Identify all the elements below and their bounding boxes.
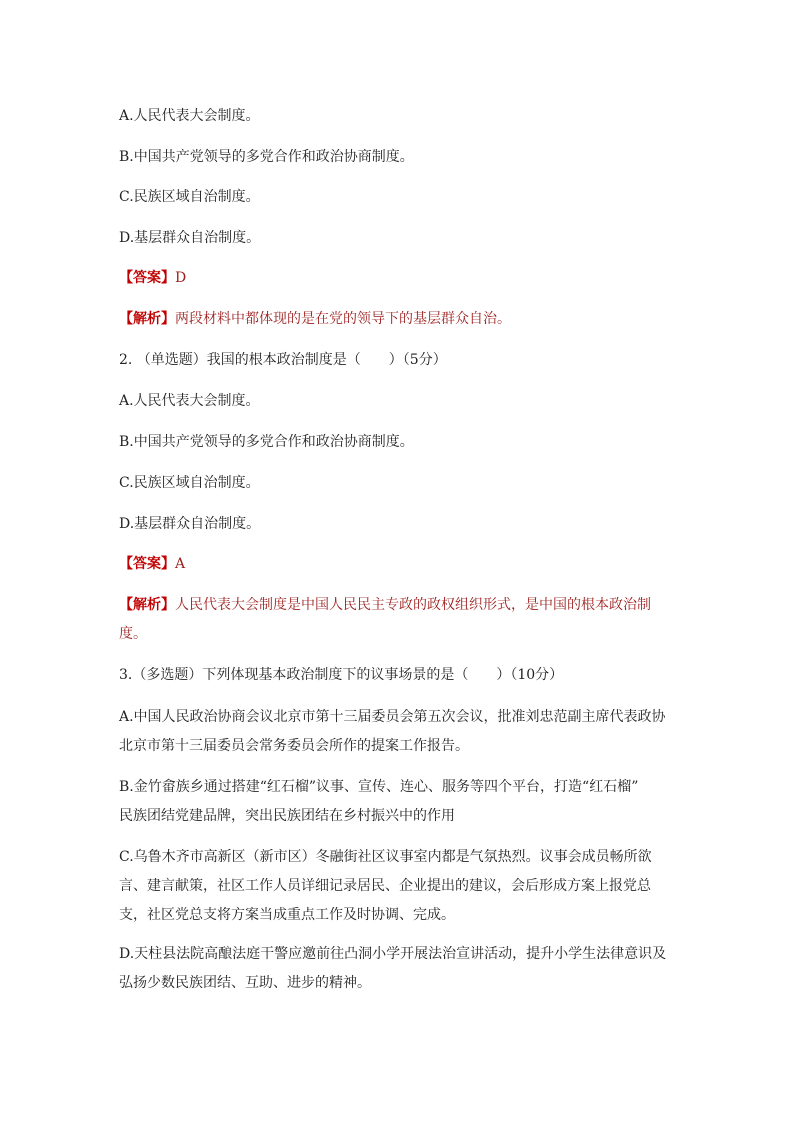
answer-value: A xyxy=(175,556,186,572)
q1-analysis xyxy=(119,305,679,334)
q1-option-c: C.民族区域自治制度。 xyxy=(119,189,260,205)
q3-option-a-line-1: A.中国人民政治协商会议北京市第十三届委员会第五次会议，批准刘忠范副主席代表政协 xyxy=(119,709,666,725)
analysis-text: 两段材料中都体现的是在党的领导下的基层群众自治。 xyxy=(175,311,511,327)
analysis-label: 【解析】 xyxy=(119,597,175,613)
q3-option-a-line-2: 北京市第十三届委员会常务委员会所作的提案工作报告。 xyxy=(119,738,469,754)
q1-option-b: B.中国共产党领导的多党合作和政治协商制度。 xyxy=(119,149,414,165)
q3-option-c-line-3: 支，社区党总支将方案当成重点工作及时协调、完成。 xyxy=(119,907,455,923)
q1-answer xyxy=(119,264,679,293)
q3-option-c-line-2: 言、建言献策，社区工作人员详细记录居民、企业提出的建议，会后形成方案上报党总 xyxy=(119,878,651,894)
answer-value: D xyxy=(175,270,187,286)
q3-option-d-line-2: 弘扬少数民族团结、互助、进步的精神。 xyxy=(119,975,371,991)
q2-analysis xyxy=(119,591,679,620)
q2-answer xyxy=(119,550,679,579)
q3-option-b-line-2: 民族团结党建品牌，突出民族团结在乡村振兴中的作用 xyxy=(119,808,455,824)
analysis-label: 【解析】 xyxy=(119,311,175,327)
q1-option-d: D.基层群众自治制度。 xyxy=(119,230,261,246)
analysis-text-line-1: 人民代表大会制度是中国人民民主专政的政权组织形式，是中国的根本政治制 xyxy=(175,597,651,613)
answer-label: 【答案】 xyxy=(119,270,175,286)
q2-option-b: B.中国共产党领导的多党合作和政治协商制度。 xyxy=(119,434,414,450)
q2-option-d: D.基层群众自治制度。 xyxy=(119,516,261,532)
q2-option-c: C.民族区域自治制度。 xyxy=(119,475,260,491)
q3-option-b-line-1: B.金竹畲族乡通过搭建“红石榴”议事、宣传、连心、服务等四个平台，打造“红石榴” xyxy=(119,779,639,795)
answer-label: 【答案】 xyxy=(119,556,175,572)
q2-option-a: A.人民代表大会制度。 xyxy=(119,393,260,409)
q3-option-c-line-1: C.乌鲁木齐市高新区（新市区）冬融街社区议事室内都是气氛热烈。议事会成员畅所欲 xyxy=(119,849,652,865)
q1-option-a: A.人民代表大会制度。 xyxy=(119,108,260,124)
q3-stem: 3.（多选题）下列体现基本政治制度下的议事场景的是（ ）（10分） xyxy=(119,667,564,683)
q2-analysis-continued: 度。 xyxy=(119,626,147,642)
q2-stem: 2. （单选题）我国的根本政治制度是（ ）（5分） xyxy=(119,352,447,368)
q3-option-d-line-1: D.天柱县法院高酿法庭干警应邀前往凸洞小学开展法治宣讲活动，提升小学生法律意识及 xyxy=(119,946,667,962)
